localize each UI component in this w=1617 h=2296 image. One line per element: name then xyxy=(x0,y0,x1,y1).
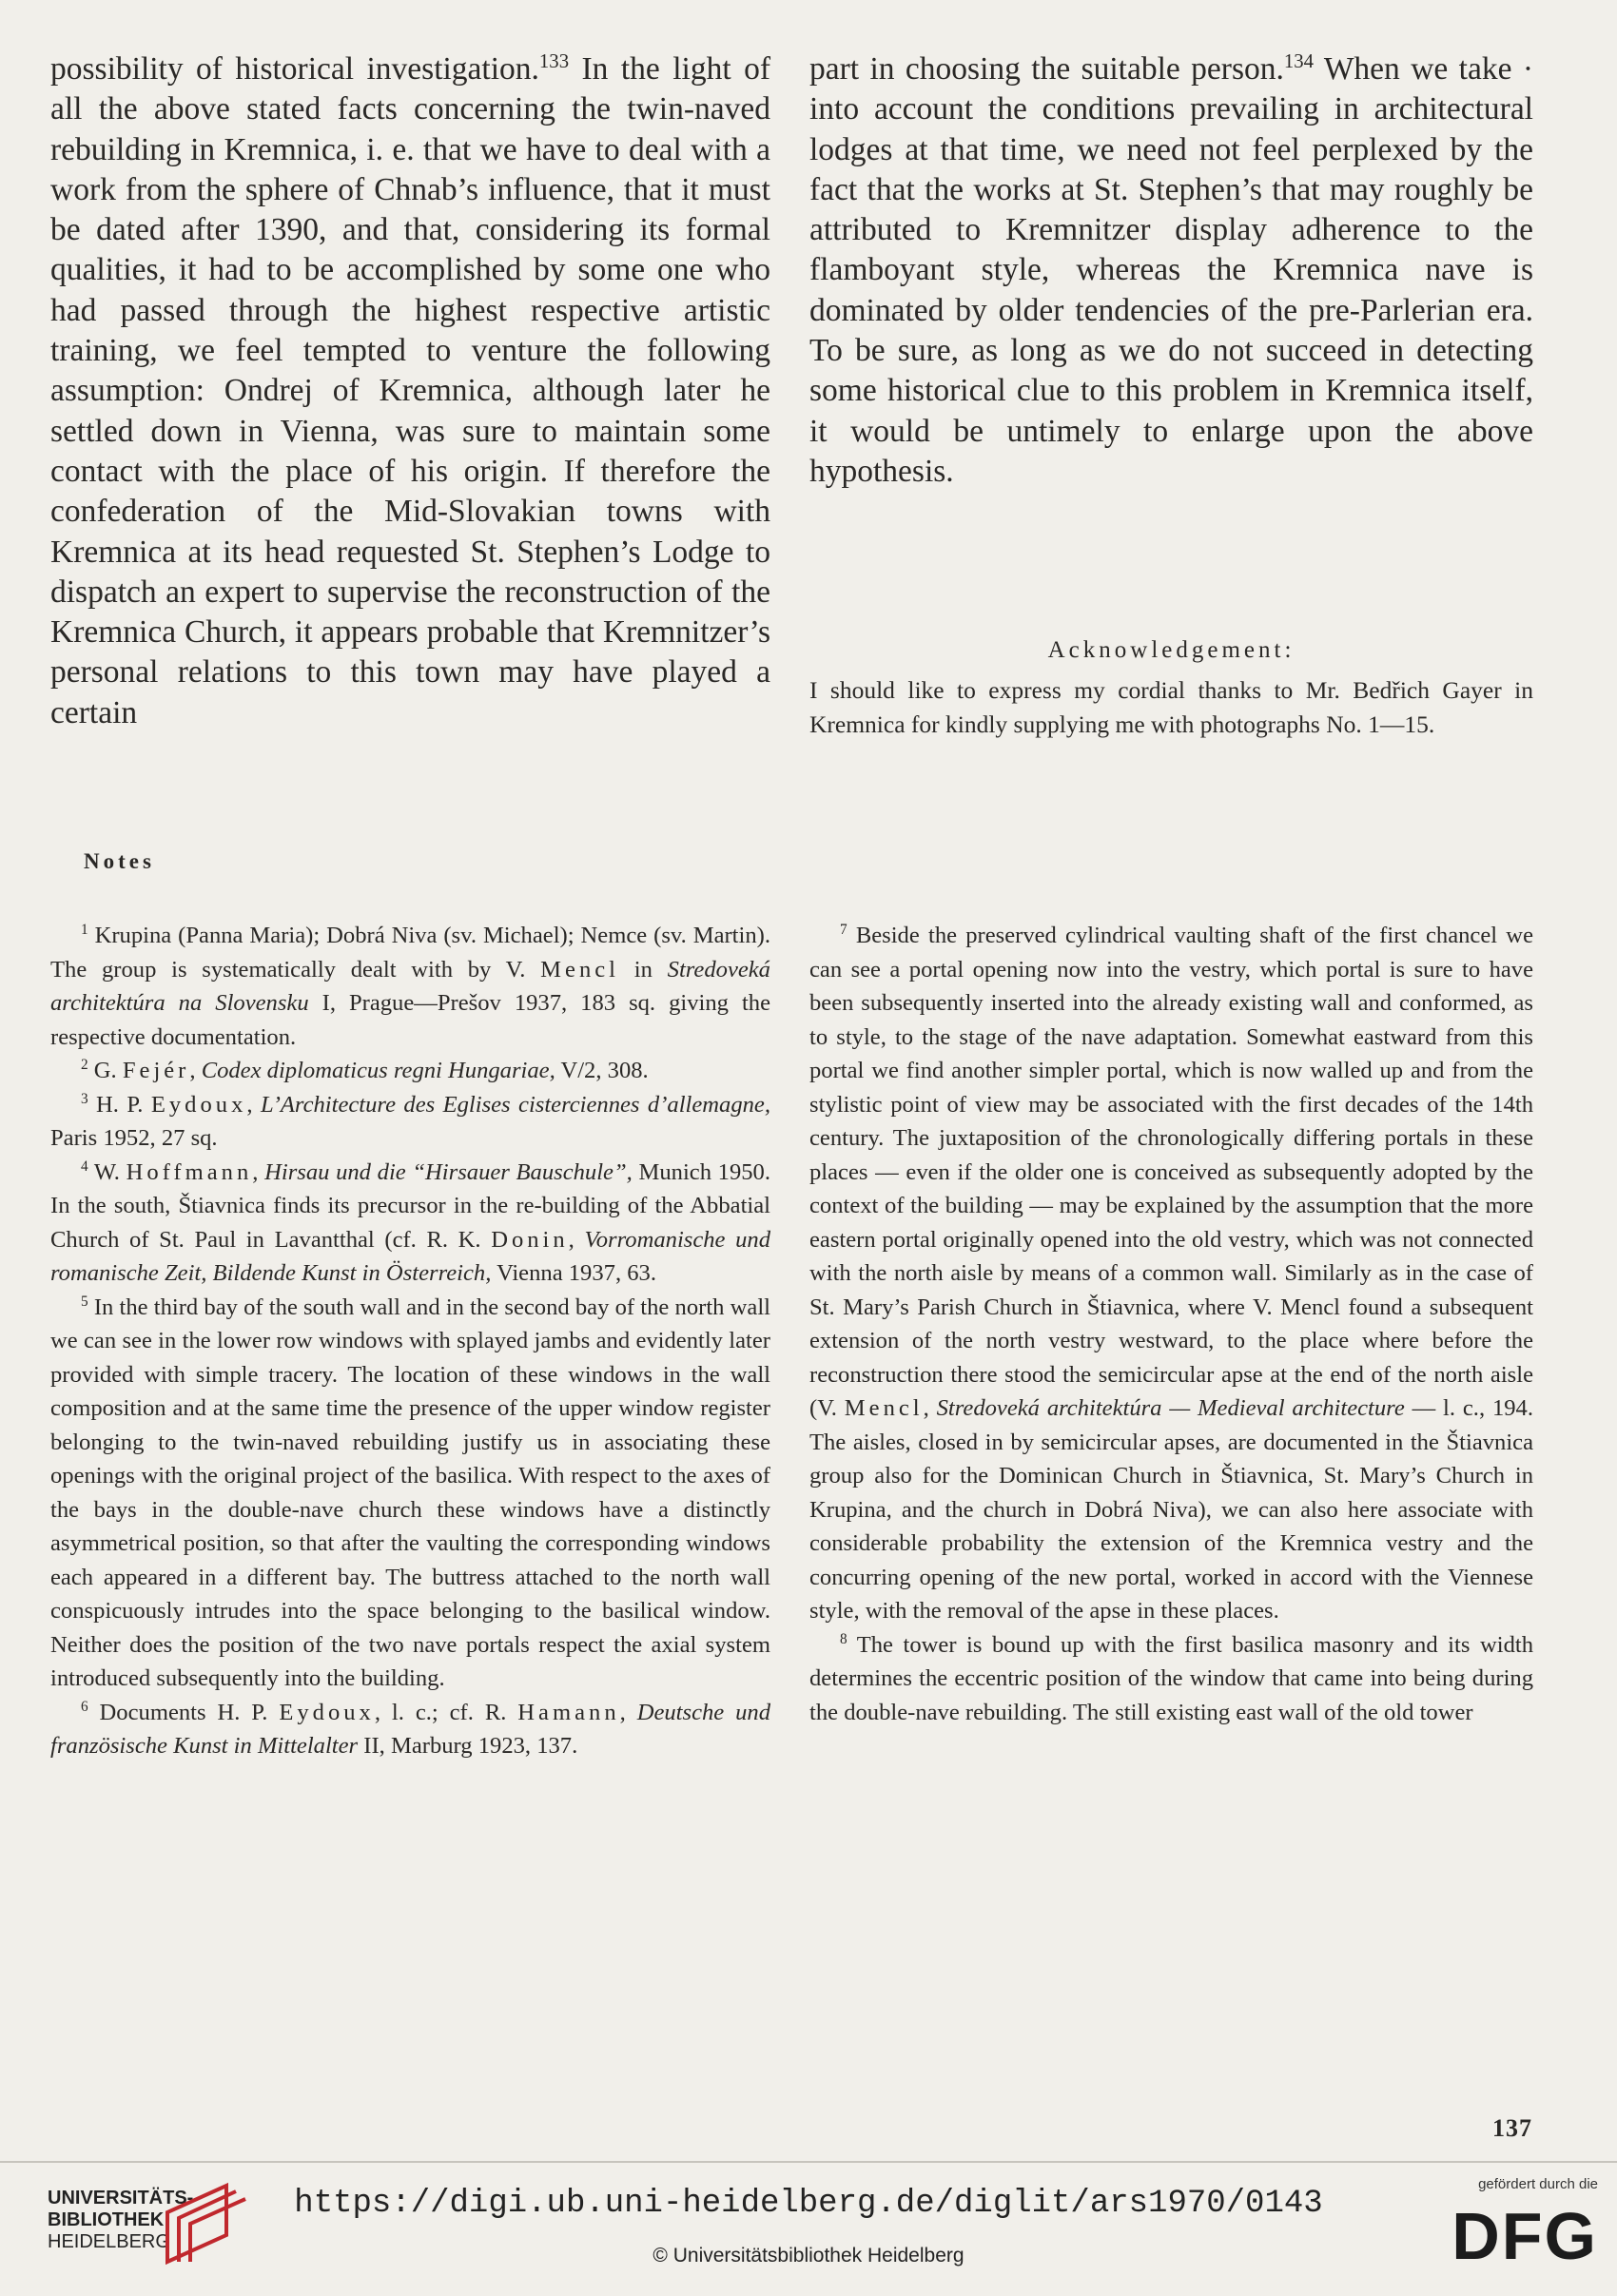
footnote-text: The tower is bound up with the first basilica masonry and its width determines the eccentric position of the window that came into being during the double-nave rebuilding. The still existing east wall of the old tower xyxy=(809,1631,1533,1725)
footnote-text: II, Marburg 1923, 137. xyxy=(358,1733,578,1759)
footnote-title: Stredoveká architektúra — Medieval architecture xyxy=(936,1395,1405,1421)
footnote-title: Stredoveká architektúra na Slovensku xyxy=(50,956,770,1016)
footnote-author: Mencl xyxy=(540,956,619,983)
footnote-text: In the third bay of the south wall and in the second bay of the north wall we can see in the lower row windows with splayed jambs and evidently later provided with simple tracery. The location of these windows in the wall composition and at the same time the presence of the upper window register belonging to the twin-naved rebuilding justify us in associating these openings with the original project of the basilica. With respect to the axes of the bays in the double-nave church these windows have a distinctly asymmetrical position, so that after the vaulting the corresponding windows each appeared in a different bay. The buttress attached to the north wall conspicuously intrudes into the space belonging to the basilical window. Neither does the position of the two nave portals respect the axial system introduced subsequently into the building. xyxy=(50,1294,770,1691)
footnote-3 xyxy=(50,1088,770,1156)
footnote-number: 6 xyxy=(81,1698,88,1715)
footnote-text: I, Prague—Prešov 1937, 183 sq. giving the respective documentation. xyxy=(50,990,770,1050)
copyright-notice: © Universitätsbibliothek Heidelberg xyxy=(653,2245,964,2267)
footnote-text: , l. c.; cf. R. xyxy=(374,1699,518,1725)
library-name-line: UNIVERSITÄTS- xyxy=(48,2188,194,2208)
footnote-number: 8 xyxy=(840,1630,847,1647)
footnote-text: V/2, 308. xyxy=(555,1058,649,1083)
footnote-author: Eydoux xyxy=(150,1091,247,1118)
footnote-text: — l. c., 194. The aisles, closed in by semicircular apses, are documented in the Štiavnica group also for the Dominican Church in Štiavnica, St. Mary’s Church in Krupina, and the church in Dobrá Niva), we can also here associate with considerable probability the extension of the Kremnica vestry and the concurring opening of the new portal, worked in accord with the Viennese style, with the removal of the apse in these places. xyxy=(809,1395,1533,1624)
footnote-text: Vienna 1937, 63. xyxy=(491,1260,656,1286)
library-name-line: BIBLIOTHEK xyxy=(48,2209,165,2230)
body-text: When we take · into account the conditions prevailing in architectural lodges at that time, we need not feel perplexed by the fact that the works at St. Stephen’s that may roughly be attributed to Kremnitzer display adherence to the flamboyant style, whereas the Kremnica nave is dominated by older tendencies of the pre-Parlerian era. To be sure, as long as we do not succeed in detecting some historical clue to this problem in Kremnica itself, it would be untimely to enlarge upon the above hypothesis. xyxy=(809,51,1533,489)
footnote-title: Deutsche und französische Kunst in Mittelalter xyxy=(50,1699,771,1759)
funder-logo[interactable] xyxy=(1436,2176,1598,2281)
footnote-title: L’Architecture des Eglises cisterciennes d’allemagne, xyxy=(260,1091,770,1118)
acknowledgement-heading: Acknowledgement: xyxy=(1047,637,1296,663)
footnote-text: , xyxy=(923,1395,937,1421)
footnote-text: Beside the preserved cylindrical vaulting shaft of the first chancel we can see a portal opening now into the vestry, which portal is sure to have been subsequently inserted into the already existing wall and conformed, as to style, to the stage of the nave adaptation. Somewhat eastward from this portal we find another simpler portal, which is now walled up and from the stylistic point of view may be associated with the first decades of the 14th century. The juxtaposition of the chronologically differing portals in these places — even if the older one is conceived as subsequently adopted by the context of the building — may be explained by the assumption that the more eastern portal originally opened into the old vestry, which was not connected with the north aisle by means of a common wall. Similarly as in the case of St. Mary’s Parish Church in Štiavnica, where V. Mencl found a subsequent extension of the north vestry westward, to the place where before the reconstruction there stood the semicircular apse at the end of the north aisle (V. xyxy=(809,923,1533,1421)
footnote-author: Eydoux xyxy=(279,1699,375,1725)
body-paragraph xyxy=(50,49,770,733)
footnote-author: Mencl xyxy=(844,1395,924,1421)
body-text: In the light of all the above stated facts concerning the twin-naved rebuilding in Kremnica, i. e. that we have to deal with a work from the sphere of Chnab’s influence, that it must be dated after 1390, and that, considering its formal qualities, it had to be accomplished by some one who had passed through the highest respective artistic training, we feel tempted to venture the following assumption: Ondrej of Kremnica, although later he settled down in Vienna, was sure to maintain some contact with the place of his origin. If therefore the confederation of the Mid-Slovakian towns with Kremnica at its head requested St. Stephen’s Lodge to dispatch an expert to supervise the reconstruction of the Kremnica Church, it appears probable that Kremnitzer’s personal relations to this town may have played a certain xyxy=(50,51,770,730)
footnote-text: G. xyxy=(88,1058,123,1083)
footnote-text: W. xyxy=(88,1158,127,1185)
footnote-text: in xyxy=(619,956,668,983)
footnote-number: 5 xyxy=(81,1293,88,1310)
footer-divider xyxy=(0,2161,1617,2163)
footnote-author: Hoffmann xyxy=(126,1158,253,1185)
footnote-text: , xyxy=(568,1226,585,1253)
footnote-reference: 134 xyxy=(1283,49,1315,72)
footnote-number: 4 xyxy=(81,1158,88,1175)
footnote-1 xyxy=(50,919,770,1054)
footnote-text: , xyxy=(246,1091,261,1118)
body-column-left xyxy=(50,49,770,733)
footnote-text: H. P. xyxy=(88,1091,151,1118)
acknowledgement-text: I should like to express my cordial thanks to Mr. Bedřich Gayer in Kremnica for kindly supplying me with photographs No. 1—15. xyxy=(809,676,1533,738)
body-text: possibility of historical investigation. xyxy=(50,51,539,87)
footnote-author: Fejér xyxy=(122,1058,190,1083)
footnote-5 xyxy=(50,1291,770,1696)
footnote-author: Donin xyxy=(491,1226,569,1253)
footnote-number: 1 xyxy=(81,921,88,938)
footnote-text: , xyxy=(189,1058,202,1083)
footnote-title: Hirsau und die “Hirsauer Bauschule”, xyxy=(264,1158,633,1185)
footnote-4 xyxy=(50,1156,770,1291)
footnote-author: Hamann xyxy=(517,1699,620,1725)
notes-column-right xyxy=(809,919,1533,1729)
document-link[interactable]: https://digi.ub.uni-heidelberg.de/diglit/ars1970/0143 xyxy=(294,2186,1323,2222)
footnote-text: Krupina (Panna Maria); Dobrá Niva (sv. Michael); Nemce (sv. Martin). The group is systematically dealt with by V. xyxy=(50,923,770,983)
footnote-6 xyxy=(50,1696,770,1763)
body-text: part in choosing the suitable person. xyxy=(809,51,1284,87)
footnote-text: Documents H. P. xyxy=(88,1699,280,1725)
footnote-reference: 133 xyxy=(538,49,570,72)
funder-caption: gefördert durch die xyxy=(1478,2176,1598,2192)
page-number: 137 xyxy=(1492,2114,1532,2142)
footnote-title: Vorromanische und romanische Zeit, Bildende Kunst in Österreich, xyxy=(50,1226,771,1286)
footnote-text: , xyxy=(252,1158,265,1185)
body-column-right xyxy=(809,49,1533,492)
notes-column-left xyxy=(50,919,770,1763)
footnote-7 xyxy=(809,919,1533,1628)
footnote-8 xyxy=(809,1628,1533,1730)
footnote-title: Codex diplomaticus regni Hungariae, xyxy=(201,1058,555,1083)
footnote-number: 3 xyxy=(81,1090,88,1107)
library-name-line: HEIDELBERG xyxy=(48,2231,170,2252)
body-paragraph xyxy=(809,49,1533,492)
footnote-text: , xyxy=(619,1699,637,1725)
footnote-text: Munich 1950. In the south, Štiavnica finds its precursor in the re-building of the Abbatial Church of St. Paul in Lavantthal (cf. R. K. xyxy=(50,1158,770,1253)
footnote-number: 2 xyxy=(81,1056,88,1073)
dfg-logo-text: DFG xyxy=(1451,2199,1598,2273)
notes-heading: Notes xyxy=(84,849,155,873)
footnote-2 xyxy=(50,1054,770,1088)
footnote-text: Paris 1952, 27 sq. xyxy=(50,1125,218,1151)
footnote-number: 7 xyxy=(840,921,847,938)
